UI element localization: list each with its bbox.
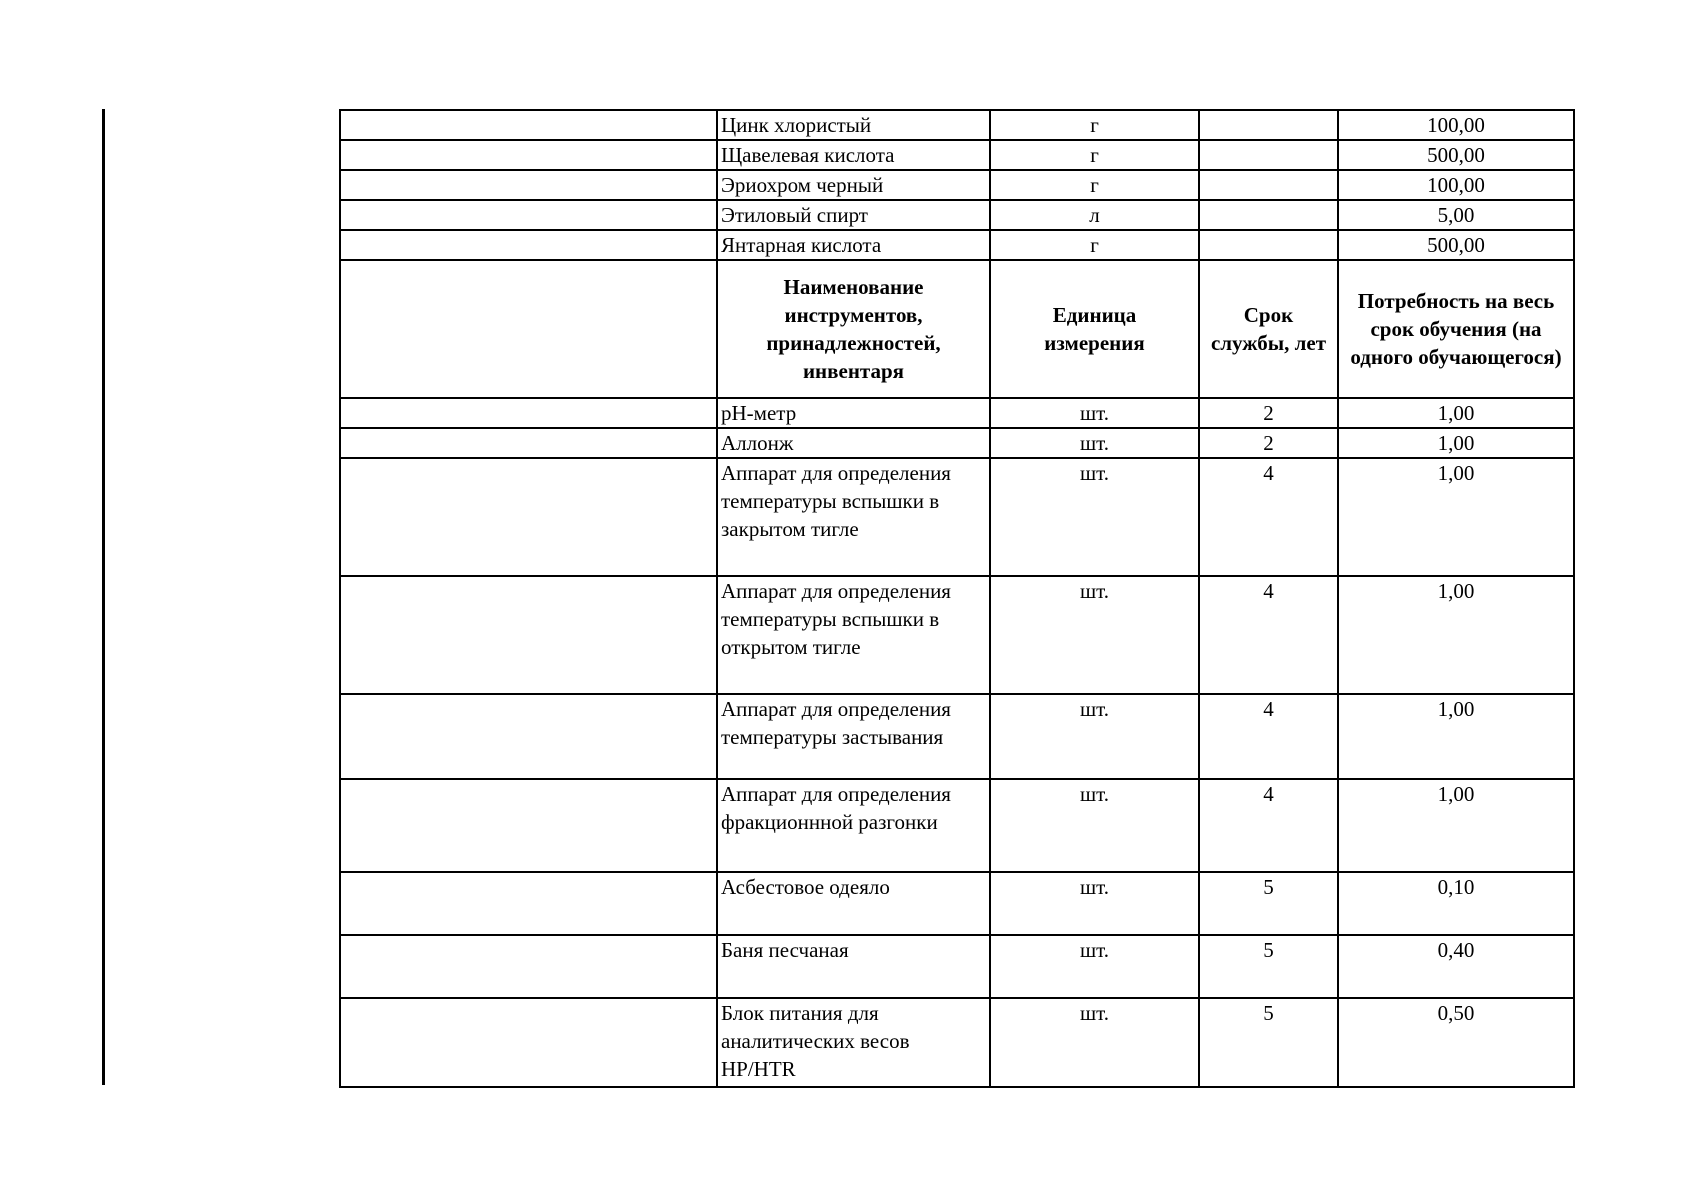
table-row bbox=[340, 170, 1574, 200]
item-requirement: 5,00 bbox=[1338, 200, 1574, 230]
table-row bbox=[340, 110, 1574, 140]
item-unit: шт. bbox=[990, 779, 1199, 872]
item-requirement: 0,40 bbox=[1338, 935, 1574, 998]
empty-cell bbox=[340, 576, 717, 694]
table-row bbox=[340, 140, 1574, 170]
item-service-life: 4 bbox=[1199, 576, 1338, 694]
item-name bbox=[717, 998, 990, 1087]
table-row bbox=[340, 200, 1574, 230]
item-name-line: закрытом тигле bbox=[721, 517, 859, 541]
item-name: Янтарная кислота bbox=[717, 230, 990, 260]
item-service-life bbox=[1199, 140, 1338, 170]
item-service-life bbox=[1199, 200, 1338, 230]
item-name: Этиловый спирт bbox=[717, 200, 990, 230]
item-service-life bbox=[1199, 230, 1338, 260]
empty-cell bbox=[340, 458, 717, 576]
item-service-life: 2 bbox=[1199, 398, 1338, 428]
item-requirement: 100,00 bbox=[1338, 110, 1574, 140]
item-unit: шт. bbox=[990, 935, 1199, 998]
item-name-line: HP/HTR bbox=[721, 1057, 796, 1081]
item-service-life: 5 bbox=[1199, 935, 1338, 998]
item-requirement: 1,00 bbox=[1338, 458, 1574, 576]
header-life-line: Срок bbox=[1243, 303, 1294, 327]
item-name: Щавелевая кислота bbox=[717, 140, 990, 170]
header-need-line: срок обучения (на bbox=[1370, 317, 1542, 341]
item-requirement: 500,00 bbox=[1338, 230, 1574, 260]
header-name bbox=[717, 260, 990, 398]
empty-cell bbox=[340, 170, 717, 200]
item-name-line: температуры вспышки в bbox=[721, 607, 940, 631]
item-name bbox=[717, 872, 990, 935]
table-row bbox=[340, 935, 1574, 998]
item-unit: шт. bbox=[990, 458, 1199, 576]
item-name-line: Баня песчаная bbox=[721, 938, 849, 962]
empty-cell bbox=[340, 779, 717, 872]
item-unit: г bbox=[990, 230, 1199, 260]
header-service-life bbox=[1199, 260, 1338, 398]
item-unit: г bbox=[990, 140, 1199, 170]
item-service-life bbox=[1199, 110, 1338, 140]
header-unit bbox=[990, 260, 1199, 398]
item-unit: шт. bbox=[990, 398, 1199, 428]
item-name: Эриохром черный bbox=[717, 170, 990, 200]
item-service-life: 5 bbox=[1199, 872, 1338, 935]
item-name bbox=[717, 458, 990, 576]
header-name-line: инвентаря bbox=[802, 359, 905, 383]
item-requirement: 1,00 bbox=[1338, 694, 1574, 779]
item-name-line: Аппарат для определения bbox=[721, 782, 951, 806]
item-name-line: температуры застывания bbox=[721, 725, 944, 749]
item-name bbox=[717, 576, 990, 694]
item-requirement: 1,00 bbox=[1338, 398, 1574, 428]
item-requirement: 100,00 bbox=[1338, 170, 1574, 200]
item-name-line: температуры вспышки в bbox=[721, 489, 940, 513]
item-name-line: Асбестовое одеяло bbox=[721, 875, 890, 899]
item-requirement: 0,50 bbox=[1338, 998, 1574, 1087]
empty-cell bbox=[340, 110, 717, 140]
item-name-line: Аппарат для определения bbox=[721, 697, 951, 721]
empty-cell bbox=[340, 428, 717, 458]
item-name-line: Аппарат для определения bbox=[721, 579, 951, 603]
item-unit: шт. bbox=[990, 998, 1199, 1087]
item-name-line: Аллонж bbox=[721, 431, 794, 455]
item-unit: шт. bbox=[990, 576, 1199, 694]
empty-cell bbox=[340, 998, 717, 1087]
empty-cell bbox=[340, 140, 717, 170]
item-requirement: 1,00 bbox=[1338, 779, 1574, 872]
item-service-life: 4 bbox=[1199, 694, 1338, 779]
header-life-line: службы, лет bbox=[1210, 331, 1327, 355]
item-service-life: 5 bbox=[1199, 998, 1338, 1087]
item-unit: г bbox=[990, 110, 1199, 140]
item-name bbox=[717, 779, 990, 872]
table-row bbox=[340, 398, 1574, 428]
item-unit: шт. bbox=[990, 694, 1199, 779]
table-row bbox=[340, 998, 1574, 1087]
item-name-line: открытом тигле bbox=[721, 635, 861, 659]
empty-cell bbox=[340, 694, 717, 779]
item-name bbox=[717, 398, 990, 428]
empty-cell bbox=[340, 260, 717, 398]
item-requirement: 0,10 bbox=[1338, 872, 1574, 935]
table-row bbox=[340, 458, 1574, 576]
table-row bbox=[340, 694, 1574, 779]
empty-cell bbox=[340, 200, 717, 230]
header-unit-line: измерения bbox=[1044, 331, 1145, 355]
item-unit: шт. bbox=[990, 872, 1199, 935]
header-name-line: принадлежностей, bbox=[766, 331, 941, 355]
header-need-line: Потребность на весь bbox=[1357, 289, 1555, 313]
table-row bbox=[340, 428, 1574, 458]
equipment-table bbox=[339, 109, 1575, 1088]
item-unit: шт. bbox=[990, 428, 1199, 458]
table-row bbox=[340, 872, 1574, 935]
item-name-line: аналитических весов bbox=[721, 1029, 910, 1053]
tools-header-row bbox=[340, 260, 1574, 398]
header-name-line: инструментов, bbox=[784, 303, 923, 327]
item-requirement: 1,00 bbox=[1338, 576, 1574, 694]
empty-cell bbox=[340, 230, 717, 260]
header-unit-line: Единица bbox=[1052, 303, 1137, 327]
item-service-life: 2 bbox=[1199, 428, 1338, 458]
item-requirement: 1,00 bbox=[1338, 428, 1574, 458]
item-service-life bbox=[1199, 170, 1338, 200]
item-unit: г bbox=[990, 170, 1199, 200]
item-name-line: фракционнной разгонки bbox=[721, 810, 938, 834]
item-requirement: 500,00 bbox=[1338, 140, 1574, 170]
table-row bbox=[340, 230, 1574, 260]
item-service-life: 4 bbox=[1199, 779, 1338, 872]
item-name bbox=[717, 694, 990, 779]
item-name-line: Блок питания для bbox=[721, 1001, 879, 1025]
item-name-line: pH-метр bbox=[721, 401, 797, 425]
header-need-line: одного обучающегося) bbox=[1350, 345, 1562, 369]
table-row bbox=[340, 576, 1574, 694]
empty-cell bbox=[340, 872, 717, 935]
item-unit: л bbox=[990, 200, 1199, 230]
item-name: Цинк хлористый bbox=[717, 110, 990, 140]
empty-cell bbox=[340, 398, 717, 428]
left-margin-line bbox=[102, 109, 105, 1085]
table-row bbox=[340, 779, 1574, 872]
item-name-line: Аппарат для определения bbox=[721, 461, 951, 485]
item-name bbox=[717, 935, 990, 998]
header-requirement bbox=[1338, 260, 1574, 398]
item-service-life: 4 bbox=[1199, 458, 1338, 576]
item-name bbox=[717, 428, 990, 458]
header-name-line: Наименование bbox=[783, 275, 924, 299]
empty-cell bbox=[340, 935, 717, 998]
